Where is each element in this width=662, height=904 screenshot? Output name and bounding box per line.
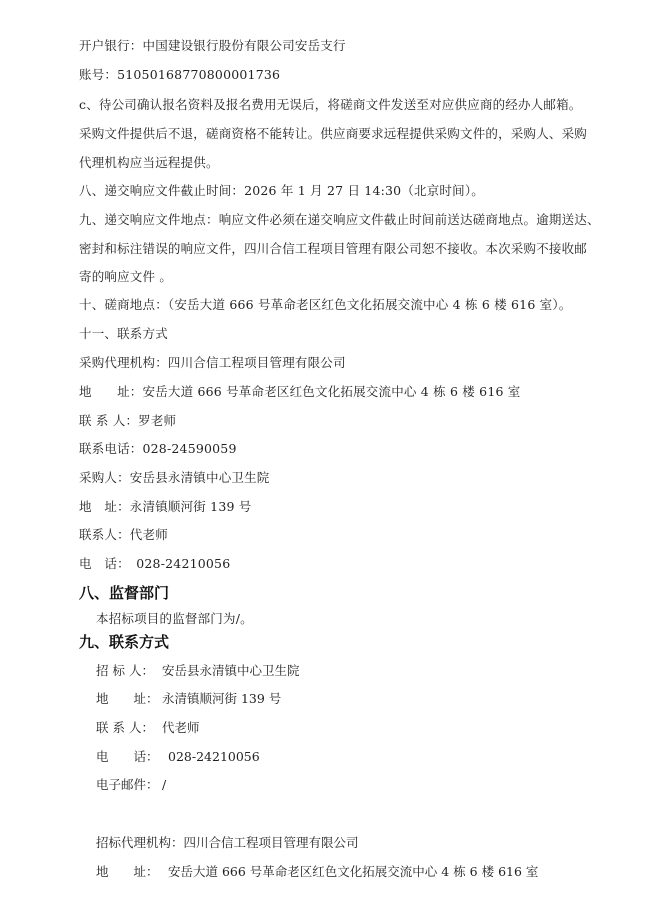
purchaser-contact-line: 联系人：代老师 bbox=[79, 527, 168, 542]
address-value: 永清镇顺河街 139 号 bbox=[162, 691, 282, 706]
tenderer-key: 招 标 人： bbox=[96, 663, 154, 678]
supervision-text: 本招标项目的监督部门为/。 bbox=[96, 611, 253, 626]
purchaser-line: 采购人：安岳县永清镇中心卫生院 bbox=[79, 470, 270, 485]
contact-row bbox=[96, 720, 200, 736]
purchaser-phone-line: 电 话： 028-24210056 bbox=[79, 556, 231, 571]
email-row bbox=[96, 777, 166, 793]
deadline-line: 八、递交响应文件截止时间：2026 年 1 月 27 日 14:30（北京时间）。 bbox=[79, 183, 484, 198]
address-key: 地 址： bbox=[96, 691, 159, 706]
email-value: / bbox=[162, 777, 167, 792]
item-c-line-3: 代理机构应当远程提供。 bbox=[79, 155, 219, 170]
location-line-2: 密封和标注错误的响应文件，四川合信工程项目管理有限公司恕不接收。本次采购不接收邮 bbox=[79, 241, 588, 256]
bid-agency-address-row bbox=[96, 864, 538, 880]
bid-agency-value: 四川合信工程项目管理有限公司 bbox=[183, 835, 359, 850]
tenderer-row bbox=[96, 663, 300, 679]
address-row bbox=[96, 691, 281, 707]
location-line-3: 寄的响应文件 。 bbox=[79, 269, 173, 284]
phone-key: 电 话： bbox=[96, 749, 159, 764]
purchaser-address-line: 地 址：永清镇顺河街 139 号 bbox=[79, 499, 252, 514]
agency-phone-line: 联系电话：028-24590059 bbox=[79, 441, 237, 456]
bid-agency-row bbox=[96, 835, 359, 851]
negotiation-place-line: 十、磋商地点：（安岳大道 666 号革命老区红色文化拓展交流中心 4 栋 6 楼 616 室）。 bbox=[79, 297, 572, 312]
agency-contact-line: 联 系 人：罗老师 bbox=[79, 413, 177, 428]
agency-address-line: 地 址：安岳大道 666 号革命老区红色文化拓展交流中心 4 栋 6 楼 616 室 bbox=[79, 384, 521, 399]
bank-line: 开户银行：中国建设银行股份有限公司安岳支行 bbox=[79, 38, 346, 53]
contact-section-title: 十一、联系方式 bbox=[79, 326, 168, 341]
supervision-heading: 八、监督部门 bbox=[79, 584, 170, 602]
agency-line: 采购代理机构：四川合信工程项目管理有限公司 bbox=[79, 355, 346, 370]
email-key: 电子邮件： bbox=[96, 777, 159, 792]
bid-agency-key: 招标代理机构： bbox=[96, 835, 184, 850]
contact-heading: 九、联系方式 bbox=[79, 633, 170, 651]
bid-agency-address-value: 安岳大道 666 号革命老区红色文化拓展交流中心 4 栋 6 楼 616 室 bbox=[168, 864, 539, 879]
tenderer-value: 安岳县永清镇中心卫生院 bbox=[162, 663, 300, 678]
account-line: 账号：51050168770800001736 bbox=[79, 67, 281, 82]
item-c-line-1: c、待公司确认报名资料及报名费用无误后，将磋商文件发送至对应供应商的经办人邮箱。 bbox=[79, 97, 582, 112]
item-c-line-2: 采购文件提供后不退，磋商资格不能转让。供应商要求远程提供采购文件的，采购人、采购 bbox=[79, 126, 588, 141]
phone-value: 028-24210056 bbox=[168, 749, 260, 764]
phone-row bbox=[96, 749, 260, 765]
location-line-1: 九、递交响应文件地点：响应文件必须在递交响应文件截止时间前送达磋商地点。逾期送达、 bbox=[79, 212, 600, 227]
contact-value: 代老师 bbox=[162, 720, 200, 735]
contact-key: 联 系 人： bbox=[96, 720, 154, 735]
bid-agency-address-key: 地 址： bbox=[96, 864, 159, 879]
